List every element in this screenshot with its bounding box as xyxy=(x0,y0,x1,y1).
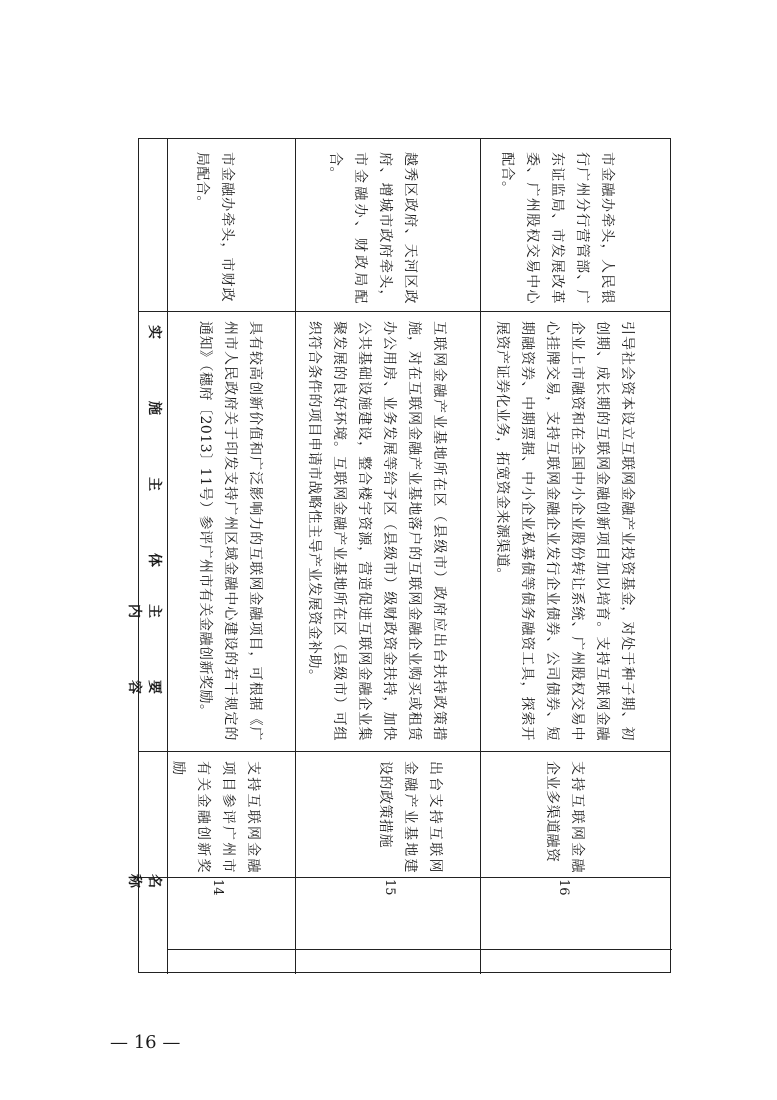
table-divider xyxy=(295,139,296,974)
page-number: — 16 — xyxy=(110,1032,181,1053)
row-14-implementer: 市金融办牵头，市财政局配合。 xyxy=(194,152,235,302)
row-14-number: 14 xyxy=(210,879,225,896)
row-16-implementer: 市金融办牵头，人民银行广州分行营管部、广东证监局、市发展改革委、广州股权交易中心配合。 xyxy=(499,152,615,304)
table-divider xyxy=(139,751,670,752)
table-divider xyxy=(480,139,481,974)
row-15-number: 15 xyxy=(382,879,397,896)
row-15-content: 互联网金融产业基地所在区（县级市）政府应出台扶持政策措施，对在互联网金融产业基地落户的互联网金融企业购买或租赁办公用房、业务发展等给予区（县级市）级财政资金扶持，加快公共基础设施建设，整合楼宇资源，营造促进互联网金融企业集聚发展的良好环境。互联网金融产业基地所在区（县级市）可组织符合条件的项目申请市战略性主导产业发展资金补助。 xyxy=(306,321,447,741)
row-14-name: 支持互联网金融项目参评广州市有关金融创新奖励 xyxy=(170,761,261,873)
header-implementer: 实 施 主 体 xyxy=(146,325,162,591)
row-14-content: 具有较高创新价值和广泛影响力的互联网金融项目，可根据《广州市人民政府关于印发支持广州区域金融中心建设的若干规定的通知》（穗府〔2013〕11号）参评广州市有关金融创新奖励。 xyxy=(197,321,263,741)
header-content: 主 要 内 容 xyxy=(126,604,162,756)
table-divider xyxy=(167,949,672,950)
row-15-name: 出台支持互联网金融产业基地建设的政策措施 xyxy=(377,761,443,873)
row-16-number: 16 xyxy=(556,879,571,896)
row-15-implementer: 越秀区政府、天河区政府、增城市政府牵头，市金融办、财政局配合。 xyxy=(327,152,418,304)
table-frame xyxy=(126,138,671,973)
table-divider xyxy=(139,877,670,878)
header-name: 名 称 xyxy=(126,874,162,950)
table-divider xyxy=(139,311,670,312)
row-16-name: 支持互联网金融企业多渠道融资 xyxy=(544,761,585,873)
row-16-content: 引导社会资本设立互联网金融产业投资基金，对处于种子期、初创期、成长期的互联网金融创新项目加以培育。支持互联网金融企业上市融资和在全国中小企业股份转让系统、广州股权交易中心挂牌交易，支持互联网金融企业发行企业债券、公司债券、短期融资券、中期票据、中小企业私募债等债务融资工具，探索开展资产证券化业务，拓宽资金来源渠道。 xyxy=(494,321,635,741)
